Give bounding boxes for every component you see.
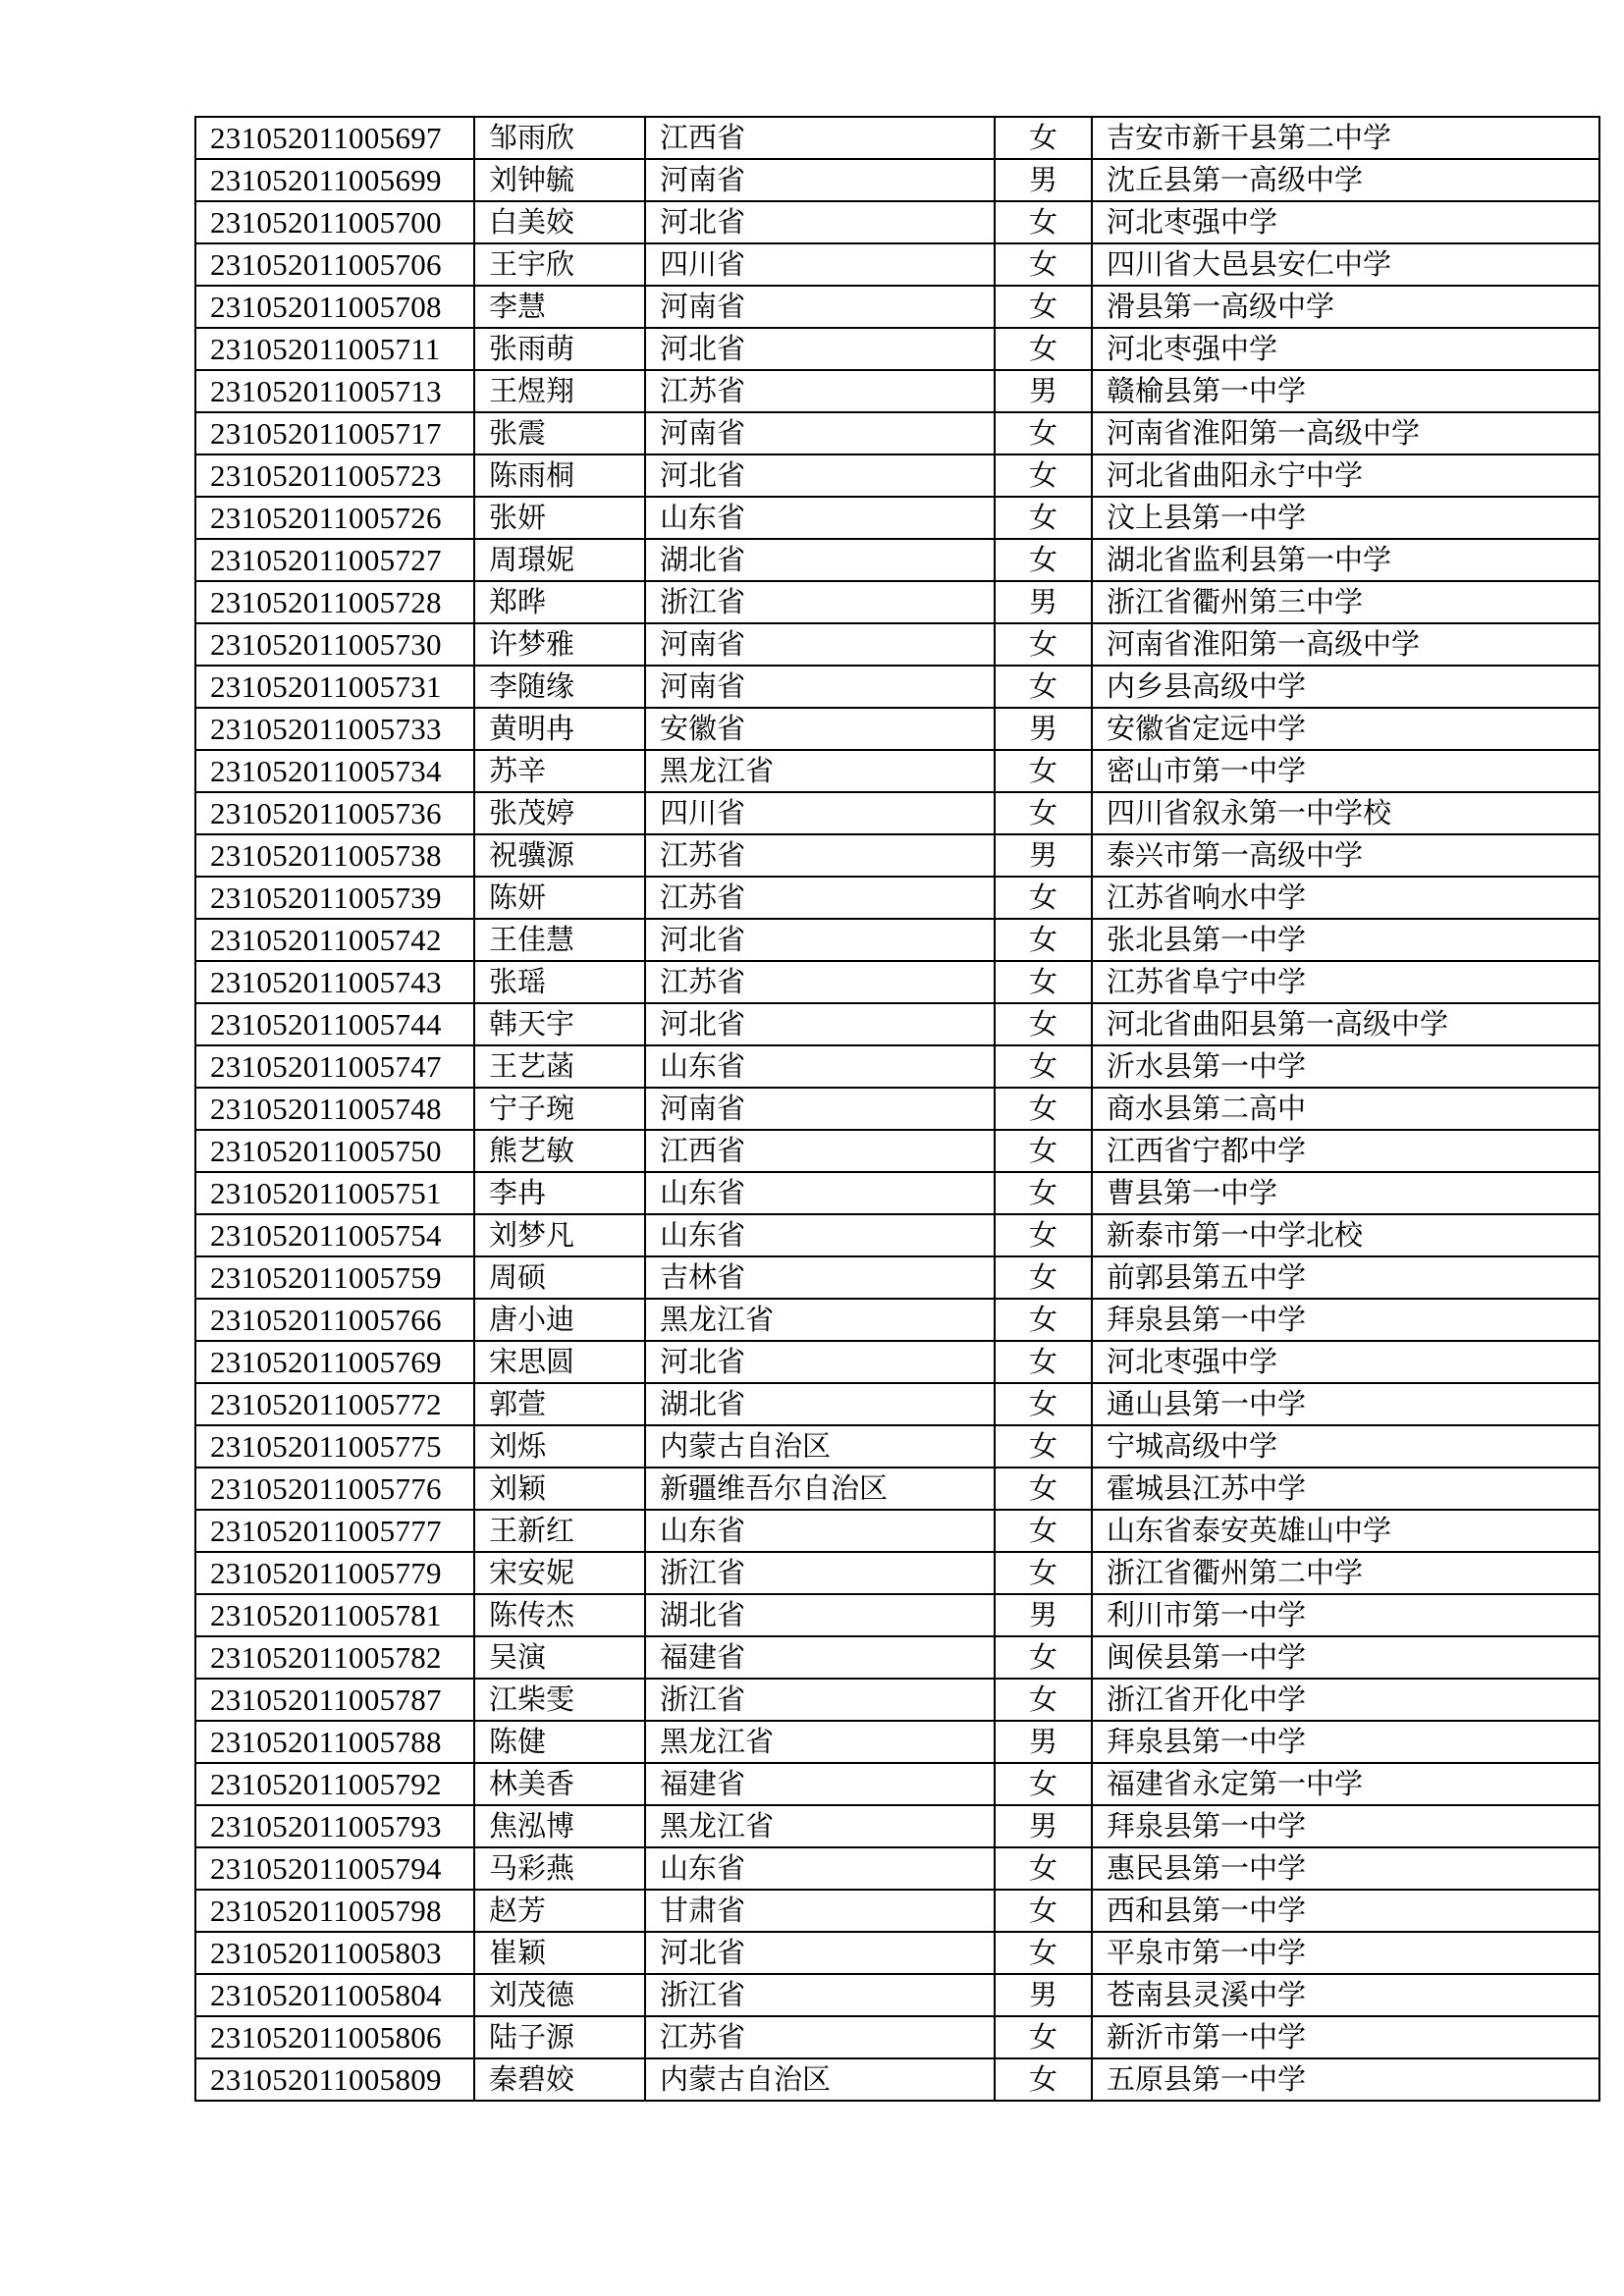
name-cell: 宋思圆 — [474, 1341, 645, 1383]
school-cell: 四川省大邑县安仁中学 — [1092, 243, 1599, 286]
school-cell: 河南省淮阳第一高级中学 — [1092, 623, 1599, 666]
gender-cell: 女 — [995, 454, 1092, 497]
table-row — [195, 1383, 1599, 1425]
gender-cell: 女 — [995, 243, 1092, 286]
province-cell: 新疆维吾尔自治区 — [645, 1468, 995, 1510]
name-cell: 王宇欣 — [474, 243, 645, 286]
gender-cell: 女 — [995, 1214, 1092, 1256]
student-list-table — [194, 116, 1600, 2102]
name-cell: 王艺菡 — [474, 1045, 645, 1088]
exam-id-cell: 231052011005809 — [195, 2058, 474, 2101]
table-row — [195, 1341, 1599, 1383]
school-cell: 新沂市第一中学 — [1092, 2016, 1599, 2058]
name-cell: 刘茂德 — [474, 1974, 645, 2016]
school-cell: 闽侯县第一中学 — [1092, 1636, 1599, 1679]
name-cell: 陈健 — [474, 1721, 645, 1763]
table-row — [195, 1003, 1599, 1045]
province-cell: 江苏省 — [645, 834, 995, 877]
table-row — [195, 1805, 1599, 1847]
exam-id-cell: 231052011005750 — [195, 1130, 474, 1172]
name-cell: 陈妍 — [474, 877, 645, 919]
province-cell: 江西省 — [645, 117, 995, 159]
exam-id-cell: 231052011005717 — [195, 412, 474, 454]
exam-id-cell: 231052011005747 — [195, 1045, 474, 1088]
table-row — [195, 1214, 1599, 1256]
gender-cell: 女 — [995, 1045, 1092, 1088]
table-row — [195, 2058, 1599, 2101]
gender-cell: 女 — [995, 1510, 1092, 1552]
table-row — [195, 1045, 1599, 1088]
name-cell: 陈传杰 — [474, 1594, 645, 1636]
school-cell: 拜泉县第一中学 — [1092, 1721, 1599, 1763]
exam-id-cell: 231052011005788 — [195, 1721, 474, 1763]
gender-cell: 女 — [995, 2058, 1092, 2101]
province-cell: 江苏省 — [645, 2016, 995, 2058]
table-row — [195, 1256, 1599, 1299]
exam-id-cell: 231052011005734 — [195, 750, 474, 792]
province-cell: 河南省 — [645, 286, 995, 328]
gender-cell: 男 — [995, 1805, 1092, 1847]
table-row — [195, 1890, 1599, 1932]
school-cell: 江苏省响水中学 — [1092, 877, 1599, 919]
province-cell: 福建省 — [645, 1763, 995, 1805]
province-cell: 浙江省 — [645, 581, 995, 623]
name-cell: 张茂婷 — [474, 792, 645, 834]
gender-cell: 女 — [995, 666, 1092, 708]
table-row — [195, 370, 1599, 412]
name-cell: 刘烁 — [474, 1425, 645, 1468]
school-cell: 通山县第一中学 — [1092, 1383, 1599, 1425]
table-row — [195, 539, 1599, 581]
table-row — [195, 497, 1599, 539]
gender-cell: 男 — [995, 834, 1092, 877]
province-cell: 江苏省 — [645, 370, 995, 412]
school-cell: 四川省叙永第一中学校 — [1092, 792, 1599, 834]
school-cell: 赣榆县第一中学 — [1092, 370, 1599, 412]
province-cell: 山东省 — [645, 1172, 995, 1214]
name-cell: 焦泓博 — [474, 1805, 645, 1847]
name-cell: 王煜翔 — [474, 370, 645, 412]
exam-id-cell: 231052011005743 — [195, 961, 474, 1003]
province-cell: 河北省 — [645, 1932, 995, 1974]
table-row — [195, 1636, 1599, 1679]
name-cell: 王新红 — [474, 1510, 645, 1552]
school-cell: 河北枣强中学 — [1092, 201, 1599, 243]
table-row — [195, 581, 1599, 623]
table-row — [195, 1974, 1599, 2016]
name-cell: 熊艺敏 — [474, 1130, 645, 1172]
province-cell: 浙江省 — [645, 1679, 995, 1721]
gender-cell: 男 — [995, 708, 1092, 750]
gender-cell: 女 — [995, 623, 1092, 666]
table-row — [195, 708, 1599, 750]
province-cell: 湖北省 — [645, 1594, 995, 1636]
province-cell: 河北省 — [645, 919, 995, 961]
table-row — [195, 1130, 1599, 1172]
province-cell: 河南省 — [645, 159, 995, 201]
gender-cell: 女 — [995, 1341, 1092, 1383]
table-row — [195, 201, 1599, 243]
school-cell: 安徽省定远中学 — [1092, 708, 1599, 750]
name-cell: 李慧 — [474, 286, 645, 328]
table-row — [195, 961, 1599, 1003]
province-cell: 甘肃省 — [645, 1890, 995, 1932]
name-cell: 周璟妮 — [474, 539, 645, 581]
gender-cell: 女 — [995, 2016, 1092, 2058]
gender-cell: 女 — [995, 412, 1092, 454]
exam-id-cell: 231052011005769 — [195, 1341, 474, 1383]
table-row — [195, 666, 1599, 708]
table-row — [195, 454, 1599, 497]
gender-cell: 女 — [995, 201, 1092, 243]
table-row — [195, 1088, 1599, 1130]
exam-id-cell: 231052011005806 — [195, 2016, 474, 2058]
gender-cell: 女 — [995, 1383, 1092, 1425]
province-cell: 山东省 — [645, 1045, 995, 1088]
table-row — [195, 1679, 1599, 1721]
exam-id-cell: 231052011005787 — [195, 1679, 474, 1721]
school-cell: 浙江省衢州第二中学 — [1092, 1552, 1599, 1594]
school-cell: 江苏省阜宁中学 — [1092, 961, 1599, 1003]
name-cell: 马彩燕 — [474, 1847, 645, 1890]
province-cell: 山东省 — [645, 497, 995, 539]
table-row — [195, 1847, 1599, 1890]
school-cell: 江西省宁都中学 — [1092, 1130, 1599, 1172]
table-row — [195, 243, 1599, 286]
province-cell: 内蒙古自治区 — [645, 2058, 995, 2101]
exam-id-cell: 231052011005708 — [195, 286, 474, 328]
exam-id-cell: 231052011005738 — [195, 834, 474, 877]
table-row — [195, 328, 1599, 370]
province-cell: 黑龙江省 — [645, 1721, 995, 1763]
exam-id-cell: 231052011005793 — [195, 1805, 474, 1847]
gender-cell: 女 — [995, 1003, 1092, 1045]
name-cell: 宁子琬 — [474, 1088, 645, 1130]
name-cell: 周硕 — [474, 1256, 645, 1299]
school-cell: 西和县第一中学 — [1092, 1890, 1599, 1932]
gender-cell: 女 — [995, 497, 1092, 539]
table-row — [195, 750, 1599, 792]
table-row — [195, 1932, 1599, 1974]
table-row — [195, 877, 1599, 919]
school-cell: 惠民县第一中学 — [1092, 1847, 1599, 1890]
name-cell: 张妍 — [474, 497, 645, 539]
school-cell: 湖北省监利县第一中学 — [1092, 539, 1599, 581]
table-row — [195, 1763, 1599, 1805]
exam-id-cell: 231052011005713 — [195, 370, 474, 412]
table-row — [195, 1594, 1599, 1636]
table-row — [195, 1510, 1599, 1552]
table-row — [195, 286, 1599, 328]
province-cell: 江苏省 — [645, 877, 995, 919]
exam-id-cell: 231052011005699 — [195, 159, 474, 201]
name-cell: 陆子源 — [474, 2016, 645, 2058]
name-cell: 崔颖 — [474, 1932, 645, 1974]
name-cell: 刘颖 — [474, 1468, 645, 1510]
exam-id-cell: 231052011005748 — [195, 1088, 474, 1130]
province-cell: 安徽省 — [645, 708, 995, 750]
exam-id-cell: 231052011005792 — [195, 1763, 474, 1805]
name-cell: 张雨萌 — [474, 328, 645, 370]
province-cell: 河南省 — [645, 623, 995, 666]
gender-cell: 女 — [995, 961, 1092, 1003]
school-cell: 沂水县第一中学 — [1092, 1045, 1599, 1088]
exam-id-cell: 231052011005733 — [195, 708, 474, 750]
exam-id-cell: 231052011005776 — [195, 1468, 474, 1510]
province-cell: 河南省 — [645, 412, 995, 454]
province-cell: 内蒙古自治区 — [645, 1425, 995, 1468]
name-cell: 李冉 — [474, 1172, 645, 1214]
name-cell: 宋安妮 — [474, 1552, 645, 1594]
gender-cell: 女 — [995, 1679, 1092, 1721]
name-cell: 王佳慧 — [474, 919, 645, 961]
school-cell: 内乡县高级中学 — [1092, 666, 1599, 708]
province-cell: 四川省 — [645, 792, 995, 834]
province-cell: 河北省 — [645, 1003, 995, 1045]
table-row — [195, 1299, 1599, 1341]
gender-cell: 男 — [995, 159, 1092, 201]
table-row — [195, 117, 1599, 159]
name-cell: 郭萱 — [474, 1383, 645, 1425]
gender-cell: 女 — [995, 1763, 1092, 1805]
gender-cell: 女 — [995, 117, 1092, 159]
table-row — [195, 1425, 1599, 1468]
school-cell: 商水县第二高中 — [1092, 1088, 1599, 1130]
exam-id-cell: 231052011005803 — [195, 1932, 474, 1974]
school-cell: 汶上县第一中学 — [1092, 497, 1599, 539]
province-cell: 四川省 — [645, 243, 995, 286]
province-cell: 河北省 — [645, 201, 995, 243]
province-cell: 河北省 — [645, 1341, 995, 1383]
table-row — [195, 792, 1599, 834]
province-cell: 福建省 — [645, 1636, 995, 1679]
school-cell: 密山市第一中学 — [1092, 750, 1599, 792]
province-cell: 山东省 — [645, 1214, 995, 1256]
table-row — [195, 623, 1599, 666]
gender-cell: 女 — [995, 919, 1092, 961]
table-row — [195, 1172, 1599, 1214]
table-row — [195, 1468, 1599, 1510]
exam-id-cell: 231052011005782 — [195, 1636, 474, 1679]
school-cell: 新泰市第一中学北校 — [1092, 1214, 1599, 1256]
name-cell: 陈雨桐 — [474, 454, 645, 497]
school-cell: 泰兴市第一高级中学 — [1092, 834, 1599, 877]
province-cell: 江苏省 — [645, 961, 995, 1003]
gender-cell: 男 — [995, 1721, 1092, 1763]
province-cell: 浙江省 — [645, 1974, 995, 2016]
gender-cell: 女 — [995, 792, 1092, 834]
gender-cell: 女 — [995, 1130, 1092, 1172]
school-cell: 宁城高级中学 — [1092, 1425, 1599, 1468]
gender-cell: 女 — [995, 750, 1092, 792]
exam-id-cell: 231052011005804 — [195, 1974, 474, 2016]
gender-cell: 男 — [995, 1974, 1092, 2016]
school-cell: 河北枣强中学 — [1092, 1341, 1599, 1383]
exam-id-cell: 231052011005781 — [195, 1594, 474, 1636]
exam-id-cell: 231052011005775 — [195, 1425, 474, 1468]
exam-id-cell: 231052011005742 — [195, 919, 474, 961]
gender-cell: 女 — [995, 1425, 1092, 1468]
name-cell: 白美姣 — [474, 201, 645, 243]
exam-id-cell: 231052011005794 — [195, 1847, 474, 1890]
province-cell: 黑龙江省 — [645, 1299, 995, 1341]
gender-cell: 女 — [995, 1088, 1092, 1130]
exam-id-cell: 231052011005739 — [195, 877, 474, 919]
table-row — [195, 1721, 1599, 1763]
exam-id-cell: 231052011005706 — [195, 243, 474, 286]
gender-cell: 女 — [995, 877, 1092, 919]
name-cell: 郑晔 — [474, 581, 645, 623]
gender-cell: 女 — [995, 1932, 1092, 1974]
school-cell: 山东省泰安英雄山中学 — [1092, 1510, 1599, 1552]
exam-id-cell: 231052011005700 — [195, 201, 474, 243]
table-row — [195, 1552, 1599, 1594]
exam-id-cell: 231052011005726 — [195, 497, 474, 539]
school-cell: 平泉市第一中学 — [1092, 1932, 1599, 1974]
school-cell: 沈丘县第一高级中学 — [1092, 159, 1599, 201]
exam-id-cell: 231052011005759 — [195, 1256, 474, 1299]
name-cell: 黄明冉 — [474, 708, 645, 750]
exam-id-cell: 231052011005697 — [195, 117, 474, 159]
province-cell: 湖北省 — [645, 539, 995, 581]
name-cell: 刘钟毓 — [474, 159, 645, 201]
school-cell: 福建省永定第一中学 — [1092, 1763, 1599, 1805]
name-cell: 张瑶 — [474, 961, 645, 1003]
table-row — [195, 2016, 1599, 2058]
school-cell: 河北枣强中学 — [1092, 328, 1599, 370]
exam-id-cell: 231052011005766 — [195, 1299, 474, 1341]
table-body — [195, 117, 1599, 2101]
school-cell: 五原县第一中学 — [1092, 2058, 1599, 2101]
province-cell: 湖北省 — [645, 1383, 995, 1425]
province-cell: 浙江省 — [645, 1552, 995, 1594]
gender-cell: 女 — [995, 1468, 1092, 1510]
school-cell: 河南省淮阳第一高级中学 — [1092, 412, 1599, 454]
exam-id-cell: 231052011005736 — [195, 792, 474, 834]
school-cell: 苍南县灵溪中学 — [1092, 1974, 1599, 2016]
province-cell: 黑龙江省 — [645, 750, 995, 792]
province-cell: 吉林省 — [645, 1256, 995, 1299]
gender-cell: 女 — [995, 1299, 1092, 1341]
province-cell: 山东省 — [645, 1510, 995, 1552]
exam-id-cell: 231052011005723 — [195, 454, 474, 497]
school-cell: 前郭县第五中学 — [1092, 1256, 1599, 1299]
exam-id-cell: 231052011005728 — [195, 581, 474, 623]
table-row — [195, 159, 1599, 201]
province-cell: 江西省 — [645, 1130, 995, 1172]
school-cell: 河北省曲阳县第一高级中学 — [1092, 1003, 1599, 1045]
name-cell: 吴演 — [474, 1636, 645, 1679]
gender-cell: 男 — [995, 1594, 1092, 1636]
school-cell: 张北县第一中学 — [1092, 919, 1599, 961]
name-cell: 秦碧姣 — [474, 2058, 645, 2101]
gender-cell: 女 — [995, 328, 1092, 370]
table-row — [195, 919, 1599, 961]
exam-id-cell: 231052011005754 — [195, 1214, 474, 1256]
school-cell: 吉安市新干县第二中学 — [1092, 117, 1599, 159]
province-cell: 河北省 — [645, 328, 995, 370]
school-cell: 拜泉县第一中学 — [1092, 1805, 1599, 1847]
name-cell: 许梦雅 — [474, 623, 645, 666]
gender-cell: 女 — [995, 1172, 1092, 1214]
name-cell: 祝骥源 — [474, 834, 645, 877]
province-cell: 河南省 — [645, 666, 995, 708]
exam-id-cell: 231052011005711 — [195, 328, 474, 370]
school-cell: 河北省曲阳永宁中学 — [1092, 454, 1599, 497]
table-row — [195, 834, 1599, 877]
name-cell: 韩天宇 — [474, 1003, 645, 1045]
name-cell: 赵芳 — [474, 1890, 645, 1932]
gender-cell: 女 — [995, 1847, 1092, 1890]
school-cell: 霍城县江苏中学 — [1092, 1468, 1599, 1510]
exam-id-cell: 231052011005751 — [195, 1172, 474, 1214]
province-cell: 河南省 — [645, 1088, 995, 1130]
exam-id-cell: 231052011005727 — [195, 539, 474, 581]
exam-id-cell: 231052011005772 — [195, 1383, 474, 1425]
name-cell: 李随缘 — [474, 666, 645, 708]
exam-id-cell: 231052011005779 — [195, 1552, 474, 1594]
name-cell: 林美香 — [474, 1763, 645, 1805]
gender-cell: 女 — [995, 539, 1092, 581]
exam-id-cell: 231052011005744 — [195, 1003, 474, 1045]
exam-id-cell: 231052011005731 — [195, 666, 474, 708]
school-cell: 浙江省开化中学 — [1092, 1679, 1599, 1721]
name-cell: 江柴雯 — [474, 1679, 645, 1721]
school-cell: 拜泉县第一中学 — [1092, 1299, 1599, 1341]
gender-cell: 女 — [995, 1256, 1092, 1299]
exam-id-cell: 231052011005798 — [195, 1890, 474, 1932]
exam-id-cell: 231052011005777 — [195, 1510, 474, 1552]
school-cell: 滑县第一高级中学 — [1092, 286, 1599, 328]
exam-id-cell: 231052011005730 — [195, 623, 474, 666]
gender-cell: 女 — [995, 1890, 1092, 1932]
school-cell: 利川市第一中学 — [1092, 1594, 1599, 1636]
school-cell: 浙江省衢州第三中学 — [1092, 581, 1599, 623]
gender-cell: 女 — [995, 286, 1092, 328]
name-cell: 张震 — [474, 412, 645, 454]
province-cell: 山东省 — [645, 1847, 995, 1890]
gender-cell: 女 — [995, 1636, 1092, 1679]
name-cell: 邹雨欣 — [474, 117, 645, 159]
name-cell: 刘梦凡 — [474, 1214, 645, 1256]
province-cell: 黑龙江省 — [645, 1805, 995, 1847]
name-cell: 苏辛 — [474, 750, 645, 792]
school-cell: 曹县第一中学 — [1092, 1172, 1599, 1214]
table-row — [195, 412, 1599, 454]
name-cell: 唐小迪 — [474, 1299, 645, 1341]
gender-cell: 男 — [995, 370, 1092, 412]
gender-cell: 女 — [995, 1552, 1092, 1594]
province-cell: 河北省 — [645, 454, 995, 497]
gender-cell: 男 — [995, 581, 1092, 623]
